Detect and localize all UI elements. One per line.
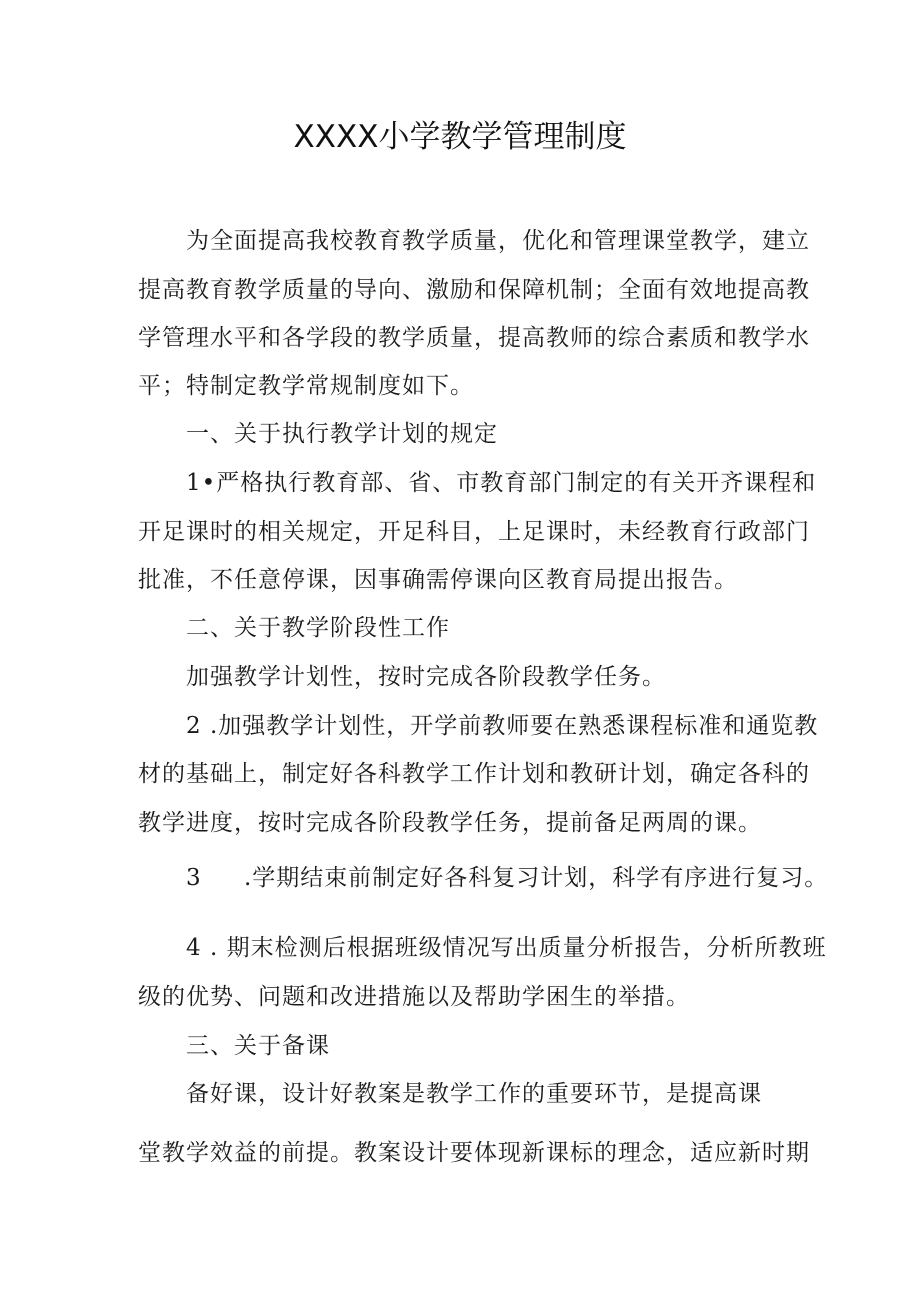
paragraph-line: 1•严格执行教育部、省、市教育部门制定的有关开齐课程和 (186, 470, 817, 496)
paragraph-line: .学期结束前制定好各科复习计划，科学有序进行复习。 (244, 865, 829, 891)
section-heading: 三、关于备课 (186, 1033, 330, 1059)
paragraph-line: 开足课时的相关规定，开足科目，上足课时，未经教育行政部门 (138, 519, 810, 545)
paragraph-line: 批准，不任意停课，因事确需停课向区教育局提出报告。 (138, 567, 738, 593)
paragraph-line: 教学进度，按时完成各阶段教学任务，提前备足两周的课。 (138, 810, 762, 836)
section-heading: 二、关于教学阶段性工作 (186, 615, 450, 641)
paragraph-line: 2 .加强教学计划性，开学前教师要在熟悉课程标准和通览教 (186, 713, 819, 739)
list-number: 3 (186, 865, 202, 891)
paragraph-line: 加强教学计划性，按时完成各阶段教学任务。 (186, 664, 666, 690)
paragraph-line: 堂教学效益的前提。教案设计要体现新课标的理念，适应新时期 (138, 1140, 810, 1166)
paragraph-line: 提高教育教学质量的导向、激励和保障机制；全面有效地提高教 (138, 277, 810, 303)
paragraph-line: 备好课，设计好教案是教学工作的重要环节，是提高课 (186, 1081, 762, 1107)
paragraph-line: 材的基础上，制定好各科教学工作计划和教研计划，确定各科的 (138, 761, 810, 787)
document-body (138, 0, 829, 1301)
section-heading: 一、关于执行教学计划的规定 (186, 421, 498, 447)
document-title: XXXX小学教学管理制度 (293, 119, 627, 155)
paragraph-line: 4 . 期末检测后根据班级情况写出质量分析报告，分析所教班 (186, 935, 827, 961)
paragraph-line: 为全面提高我校教育教学质量，优化和管理课堂教学，建立 (186, 228, 810, 254)
paragraph-line: 级的优势、问题和改进措施以及帮助学困生的举措。 (138, 984, 690, 1010)
paragraph-line: 平；特制定教学常规制度如下。 (138, 373, 474, 399)
paragraph-line: 学管理水平和各学段的教学质量，提高教师的综合素质和教学水 (138, 325, 810, 351)
